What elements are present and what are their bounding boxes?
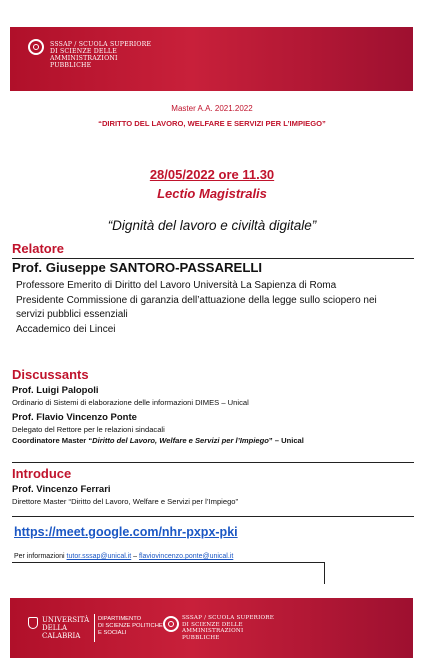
event-date: 28/05/2022 ore 11.30 [149,167,275,182]
relatore-name: Prof. Giuseppe SANTORO-PASSARELLI [12,260,263,275]
sssap-logo-icon [28,39,44,55]
dept-name: DI SCIENZE POLITICHE E SOCIALI [98,623,163,636]
event-type: Lectio Magistralis [157,186,267,201]
role-text: ” – Unical [268,436,304,445]
relatore-role: Presidente Commissione di garanzia dell’attuazione della legge sullo sciopero nei [16,294,377,306]
introduce-section [12,466,414,507]
relatore-details [12,260,414,337]
role-text: Diritto del Lavoro, Welfare e Servizi per l’Impiego [92,436,269,445]
discussant-role [12,435,414,446]
info-prefix: Per informazioni [14,553,67,560]
sssap-logo-icon [163,616,179,632]
info-separator: – [131,553,140,560]
header-banner [10,27,413,91]
discussant-name: Prof. Luigi Palopoli [12,385,99,396]
introduce-name: Prof. Vincenzo Ferrari [12,484,111,495]
discussants-heading: Discussants [12,367,89,382]
footer-banner [10,598,413,658]
divider [324,562,325,584]
discussant-name: Prof. Flavio Vincenzo Ponte [12,412,137,423]
unical-logo-text: UNIVERSITÀ DELLA CALABRIA [42,616,90,640]
contact-info [14,553,233,560]
master-year: Master A.A. 2021.2022 [171,104,253,113]
relatore-heading: Relatore [12,241,65,256]
discussants-section [12,367,414,446]
introduce-role: Direttore Master “Diritto del Lavoro, Welfare e Servizi per l’Impiego” [12,497,239,506]
divider [12,516,414,517]
sssap-logo-text: SSSAP / SCUOLA SUPERIORE DI SCIENZE DELLE AMMINISTRAZIONI PUBBLICHE [50,41,152,69]
relatore-role: Professore Emerito di Diritto del Lavoro Università La Sapienza di Roma [16,280,337,291]
introduce-heading: Introduce [12,466,72,481]
dept-label: DIPARTIMENTO [98,616,142,622]
sssap-logo-text: SSSAP / SCUOLA SUPERIORE DI SCIENZE DELLE AMMINISTRAZIONI PUBBLICHE [182,615,274,641]
relatore-role: servizi pubblici essenziali [16,309,128,320]
department-label [98,616,163,637]
divider [94,614,95,642]
email-link[interactable]: tutor.sssap@unical.it [66,553,132,560]
unical-crest-icon [28,617,38,629]
divider [12,562,324,563]
email-link[interactable]: flaviovincenzo.ponte@unical.it [139,553,234,560]
discussant-role: Ordinario di Sistemi di elaborazione delle informazioni DIMES – Unical [12,398,249,407]
master-course: “DIRITTO DEL LAVORO, WELFARE E SERVIZI PER L’IMPIEGO” [98,119,326,128]
event-title: “Dignità del lavoro e civiltà digitale” [107,218,317,233]
relatore-role: Accademico dei Lincei [16,323,116,335]
role-text: Coordinatore Master “ [12,436,93,445]
relatore-section [12,241,414,256]
discussant-role: Delegato del Rettore per le relazioni sindacali [12,425,165,434]
meet-link[interactable]: https://meet.google.com/nhr-pxpx-pki [14,525,238,539]
divider [12,462,414,463]
divider [12,258,414,259]
